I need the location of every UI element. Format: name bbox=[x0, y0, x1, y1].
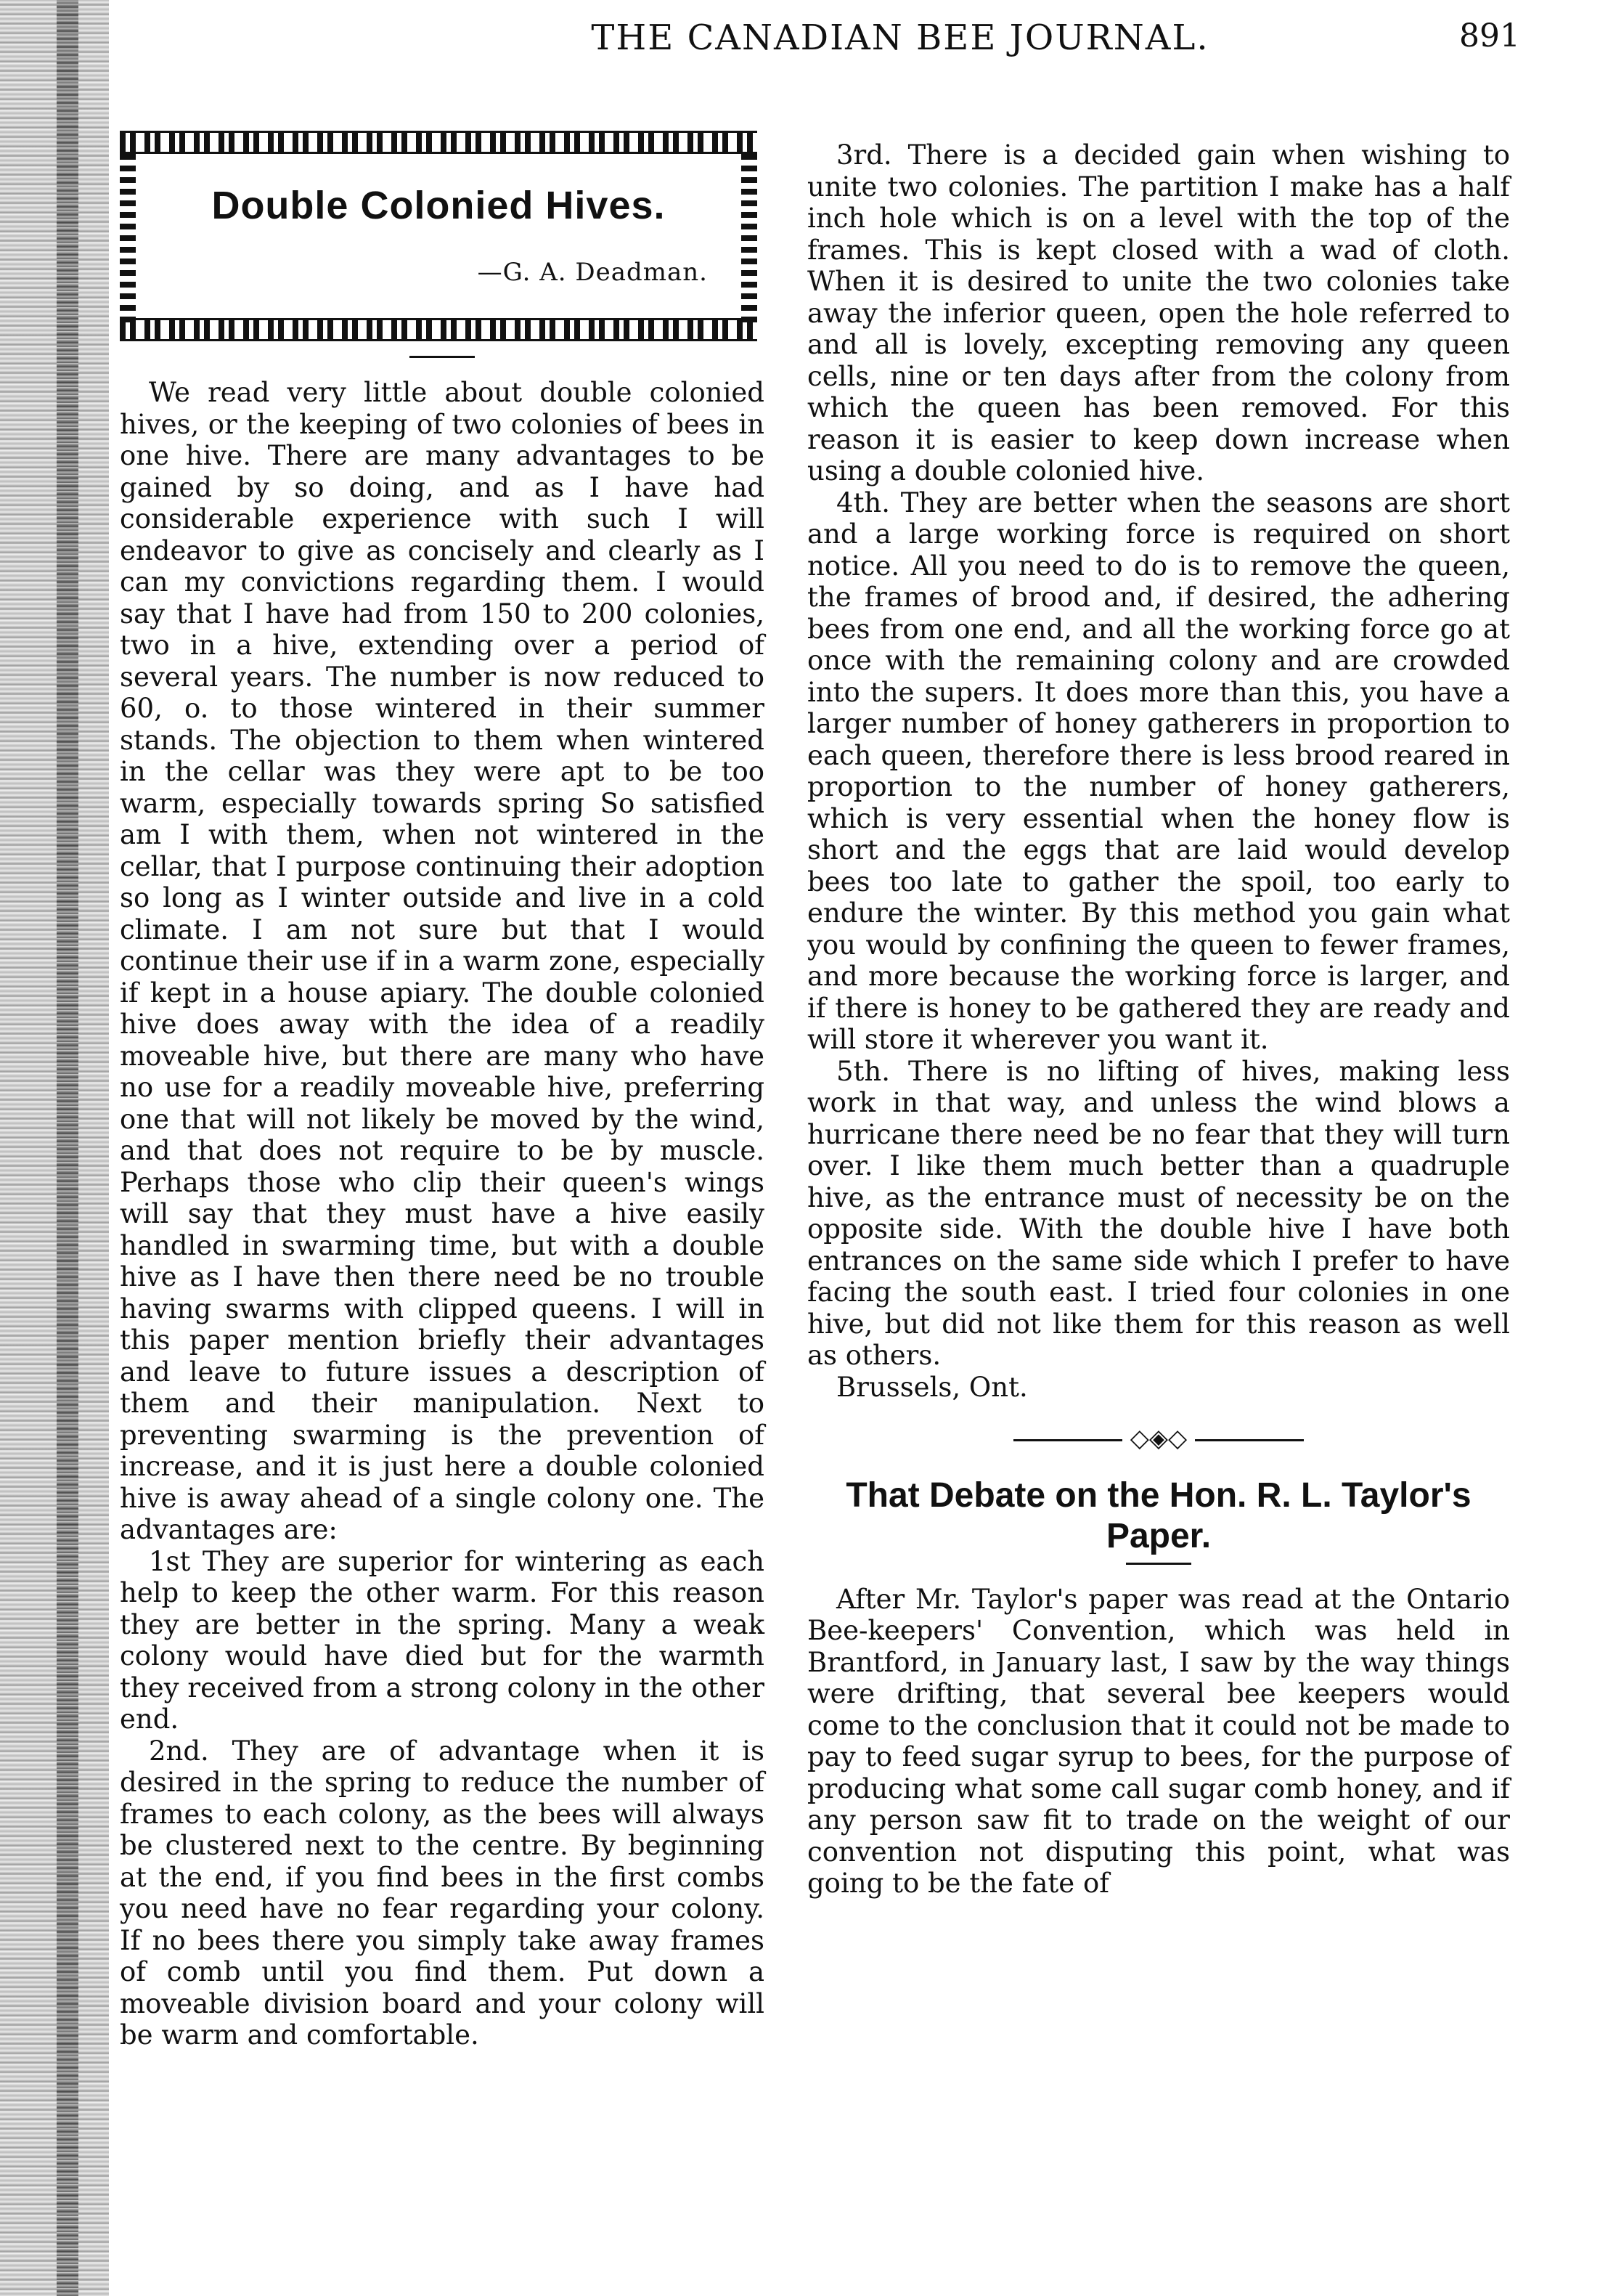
divider-glyph: ◇◈◇ bbox=[1130, 1424, 1188, 1453]
ornamental-border-top bbox=[120, 131, 757, 154]
paragraph-advantage-1: 1st They are superior for wintering as each help to keep the other warm. For this reason they are better in the spring. Many a weak colony would have died but for the warmth they received from a strong colony in the other end. bbox=[120, 1545, 764, 1735]
article-title-box bbox=[120, 131, 757, 341]
running-head: THE CANADIAN BEE JOURNAL. bbox=[591, 17, 1209, 58]
article-signoff: Brussels, Ont. bbox=[836, 1371, 1028, 1403]
paragraph-intro: We read very little about double colonied hives, or the keeping of two colonies of bees in one hive. There are many advantages to be gained by so doing, and as I have had considerable experience with such I will endeavor to give as concisely and clearly as I can my convictions regarding them. I would say that I have had from 150 to 200 colonies, two in a hive, extending over a period of several years. The number is now reduced to 60, o. to those wintered in their summer stands. The objection to them when wintered in the cellar was they were apt to be too warm, especially towards spring So satisfied am I with them, when not wintered in the cellar, that I purpose continuing their adoption so long as I winter outside and live in a cold climate. I am not sure but that I would continue their use if in a warm zone, especially if kept in a house apiary. The double colonied hive does away with the idea of a readily moveable hive, but there are many who have no use for a readily moveable hive, preferring one that will not likely be moved by the wind, and that does not require to be by muscle. Perhaps those who clip their queen's wings will say that they must have a hive easily handled in swarming time, but with a double hive as I have then there need be no trouble having swarms with clipped queens. I will in this paper mention briefly their advantages and leave to future issues a description of them and their manipulation. Next to preventing swarming is the prevention of increase, and it is just here a double colonied hive is away ahead of a single colony one. The advantages are: bbox=[120, 377, 764, 1545]
article-2-paragraph: After Mr. Taylor's paper was read at the Ontario Bee-keepers' Convention, which was held in Brantford, in January last, I saw by the way things were drifting, that several bee keepers would come to the conclusion that it could not be made to pay to feed sugar syrup to bees, for the purpose of producing what some call sugar comb honey, and if any person saw fit to trade on the weight of our convention not disputing this point, what was going to be the fate of bbox=[807, 1583, 1510, 1899]
title-rule-2 bbox=[1126, 1563, 1191, 1565]
page-number: 891 bbox=[1459, 17, 1520, 54]
paragraph-advantage-4: 4th. They are better when the seasons are short and a large working force is required on short notice. All you need to do is to remove the queen, the frames of brood and, if desired, the adhering bees from one end, and all the working force go at once with the remaining colony and are crowded into the supers. It does more than this, you have a larger number of honey gatherers in proportion to each queen, therefore there is less brood reared in proportion to the number of honey gatherers, which is very essential when the honey flow is short and the eggs that are laid would develop bees too late to gather the spoil, too early to endure the winter. By this method you gain what you would by confining the queen to fewer frames, and more because the working force is larger, and if there is honey to be gathered they are ready and will store it wherever you want it. bbox=[807, 487, 1510, 1055]
article-byline: —G. A. Deadman. bbox=[477, 258, 708, 287]
article-2-title: That Debate on the Hon. R. L. Taylor's Paper. bbox=[846, 1475, 1472, 1555]
title-rule bbox=[409, 356, 475, 358]
right-column bbox=[807, 139, 1510, 1900]
paragraph-advantage-3: 3rd. There is a decided gain when wishing to unite two colonies. The partition I make has a half inch hole which is on a level with the top of the frames. This is kept closed with a wad of cloth. When it is desired to unite the two colonies take away the inferior queen, open the hole referred to and all is lovely, excepting removing any queen cells, nine or ten days after from the colony from which the queen has been removed. For this reason it is easier to keep down increase when using a double colonied hive. bbox=[807, 139, 1510, 487]
page-binding-edge bbox=[0, 0, 109, 2296]
divider-line-right bbox=[1195, 1439, 1304, 1441]
divider-line-left bbox=[1013, 1439, 1122, 1441]
ornamental-border-bottom bbox=[120, 318, 757, 341]
section-divider-ornament bbox=[807, 1423, 1510, 1455]
paragraph-advantage-2: 2nd. They are of advantage when it is desired in the spring to reduce the number of frames to each colony, as the bees will always be clustered next to the centre. By beginning at the end, if you find bees in the first combs you need have no fear regarding your colony. If no bees there you simply take away frames of comb until you find them. Put down a moveable division board and your colony will be warm and comfortable. bbox=[120, 1735, 764, 2051]
article-title: Double Colonied Hives. bbox=[211, 184, 666, 227]
left-column bbox=[120, 131, 764, 2051]
ornamental-border-left bbox=[120, 150, 136, 322]
ornamental-border-right bbox=[741, 150, 757, 322]
paragraph-advantage-5: 5th. There is no lifting of hives, making less work in that way, and unless the wind blows a hurricane there need be no fear that they will turn over. I like them much better than a quadruple hive, as the entrance must of necessity be on the opposite side. With the double hive I have both entrances on the same side which I prefer to have facing the south east. I tried four colonies in one hive, but did not like them for this reason as well as others. bbox=[807, 1055, 1510, 1371]
